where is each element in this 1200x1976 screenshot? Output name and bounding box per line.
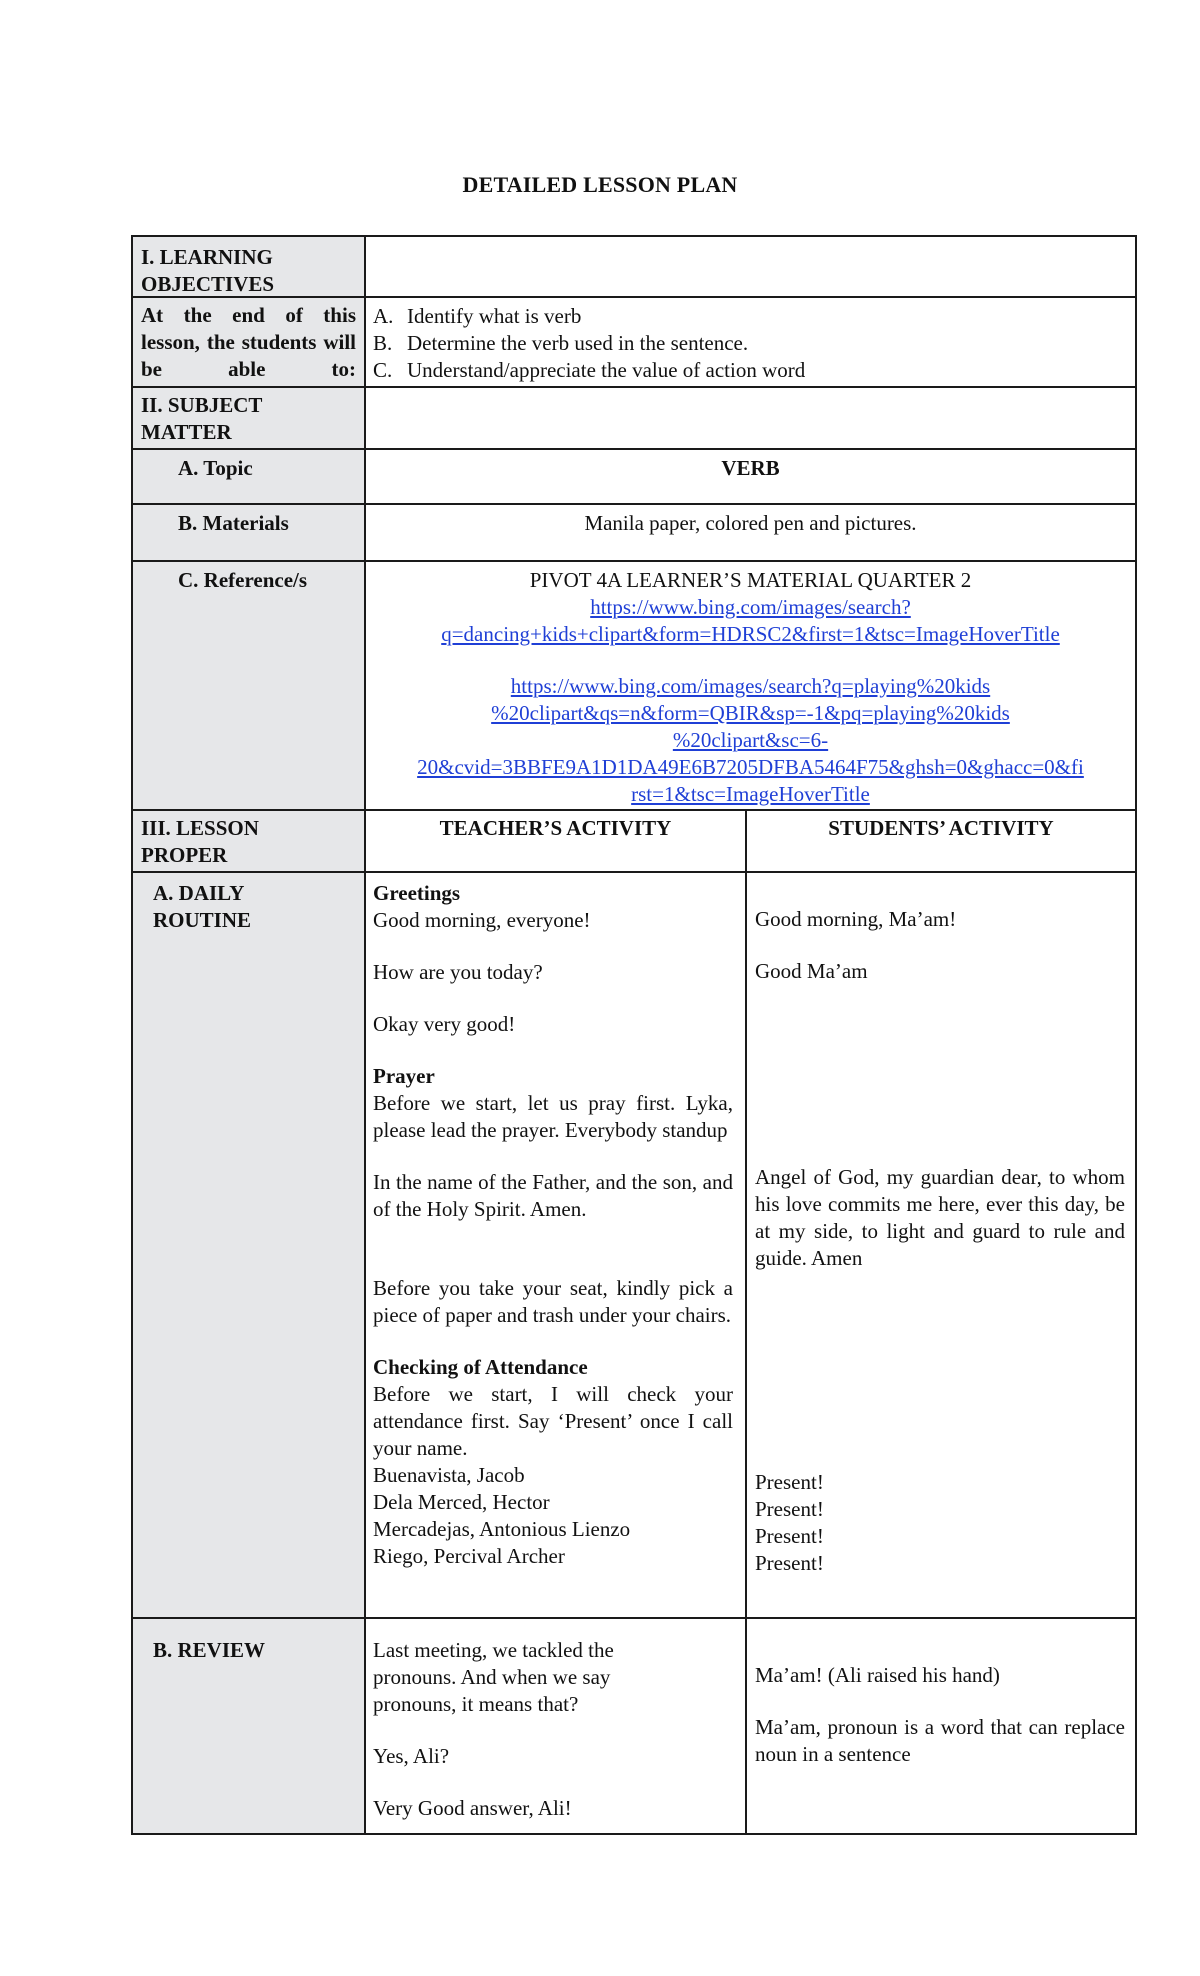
teacher-line: Last meeting, we tackled the pronouns. And when we say pronouns, it means that? <box>373 1638 614 1716</box>
table-border-left <box>131 235 133 1835</box>
teacher-review <box>373 1637 673 1822</box>
materials-label: B. Materials <box>178 511 289 535</box>
reference-link-1-line[interactable]: q=dancing+kids+clipart&form=HDRSC2&first=1&tsc=ImageHoverTitle <box>441 622 1060 646</box>
objective-item <box>373 303 1113 330</box>
student-name: Riego, Percival Archer <box>373 1544 565 1568</box>
table-row-divider <box>131 386 1137 388</box>
teacher-line: Before you take your seat, kindly pick a piece of paper and trash under your chairs. <box>373 1276 733 1327</box>
table-row-divider <box>131 809 1137 811</box>
table-row-divider <box>131 503 1137 505</box>
reference-link-1-line[interactable]: https://www.bing.com/images/search? <box>590 595 911 619</box>
teacher-line: Good morning, everyone! <box>373 908 591 932</box>
references-label-cell <box>133 562 364 809</box>
reference-link-2-line[interactable]: %20clipart&qs=n&form=QBIR&sp=-1&pq=playing%20kids <box>491 701 1010 725</box>
objective-text: Determine the verb used in the sentence. <box>407 331 749 355</box>
spacer <box>373 1144 733 1169</box>
table-row-divider <box>131 871 1137 873</box>
teacher-daily-routine <box>373 880 733 1570</box>
students-good: Good Ma’am <box>755 959 868 983</box>
table-row-divider <box>131 1617 1137 1619</box>
reference-link-2[interactable] <box>366 673 1135 808</box>
spacer <box>373 1770 673 1795</box>
objective-marker: A. <box>373 304 394 328</box>
objectives-header: I. LEARNING OBJECTIVES <box>141 245 275 296</box>
subject-matter-header: II. SUBJECT MATTER <box>141 393 262 444</box>
table-row-divider <box>131 560 1137 562</box>
lesson-proper-header: III. LESSON PROPER <box>141 816 259 867</box>
student-name: Dela Merced, Hector <box>373 1490 550 1514</box>
objective-text: Identify what is verb <box>407 304 582 328</box>
teacher-activity-header: TEACHER’S ACTIVITY <box>439 816 672 840</box>
references-label: C. Reference/s <box>178 568 308 592</box>
objective-marker: B. <box>373 331 393 355</box>
present-response: Present! <box>755 1524 824 1548</box>
students-prayer: Angel of God, my guardian dear, to whom his love commits me here, ever this day, be at my side, to light and guard to rule and guide. Amen <box>755 1165 1125 1270</box>
students-activity-header: STUDENTS’ ACTIVITY <box>828 816 1054 840</box>
spacer <box>373 986 733 1011</box>
spacer <box>373 1329 733 1354</box>
references-block <box>366 567 1135 808</box>
present-response: Present! <box>755 1470 824 1494</box>
teacher-line: How are you today? <box>373 960 543 984</box>
objective-item <box>373 330 1113 357</box>
objective-item <box>373 357 1113 384</box>
reference-link-2-line[interactable]: %20clipart&sc=6- <box>672 728 829 752</box>
teacher-line: Before we start, I will check your attendance first. Say ‘Present’ once I call your name. <box>373 1382 733 1460</box>
teacher-line: Very Good answer, Ali! <box>373 1796 572 1820</box>
table-row-divider <box>131 448 1137 450</box>
activity-column-divider <box>745 809 747 1835</box>
teacher-line: In the name of the Father, and the son, and of the Holy Spirit. Amen. <box>373 1170 733 1221</box>
teacher-line: Yes, Ali? <box>373 1744 450 1768</box>
topic-label: A. Topic <box>178 456 253 480</box>
students-review-answer: Ma’am, pronoun is a word that can replace noun in a sentence <box>755 1715 1125 1766</box>
students-raised-hand: Ma’am! (Ali raised his hand) <box>755 1663 1000 1687</box>
attendance-heading: Checking of Attendance <box>373 1355 588 1379</box>
reference-link-2-line[interactable]: https://www.bing.com/images/search?q=playing%20kids <box>510 674 991 698</box>
present-response: Present! <box>755 1497 824 1521</box>
reference-link-1[interactable] <box>366 594 1135 648</box>
spacer <box>373 1038 733 1063</box>
spacer <box>366 648 1135 673</box>
reference-link-2-line[interactable]: rst=1&tsc=ImageHoverTitle <box>631 782 870 806</box>
student-name: Buenavista, Jacob <box>373 1463 525 1487</box>
daily-routine-label-cell <box>133 873 364 1617</box>
materials-value: Manila paper, colored pen and pictures. <box>584 511 917 535</box>
spacer <box>373 1223 733 1275</box>
table-border-bottom <box>131 1833 1137 1835</box>
greetings-heading: Greetings <box>373 881 461 905</box>
table-border-top <box>131 235 1137 237</box>
student-name: Mercadejas, Antonious Lienzo <box>373 1517 631 1541</box>
table-border-right <box>1135 235 1137 1835</box>
spacer <box>373 1718 673 1743</box>
teacher-line: Okay very good! <box>373 1012 516 1036</box>
daily-routine-label: A. DAILY ROUTINE <box>153 881 252 932</box>
reference-link-2-line[interactable]: 20&cvid=3BBFE9A1D1DA49E6B7205DFBA5464F75&ghsh=0&ghacc=0&fi <box>417 755 1084 779</box>
present-response: Present! <box>755 1551 824 1575</box>
reference-title: PIVOT 4A LEARNER’S MATERIAL QUARTER 2 <box>529 568 972 592</box>
objective-marker: C. <box>373 358 393 382</box>
students-present-list <box>755 1469 1125 1577</box>
students-good-morning: Good morning, Ma’am! <box>755 907 957 931</box>
spacer <box>373 934 733 959</box>
prayer-heading: Prayer <box>373 1064 435 1088</box>
objectives-list <box>373 303 1113 384</box>
page-title: DETAILED LESSON PLAN <box>462 172 738 197</box>
teacher-line: Before we start, let us pray first. Lyka, please lead the prayer. Everybody standup <box>373 1091 733 1142</box>
objective-text: Understand/appreciate the value of action word <box>407 358 806 382</box>
objectives-intro: At the end of this lesson, the students will be able to: <box>141 303 356 381</box>
topic-value: VERB <box>721 456 780 480</box>
review-label: B. REVIEW <box>153 1638 266 1662</box>
